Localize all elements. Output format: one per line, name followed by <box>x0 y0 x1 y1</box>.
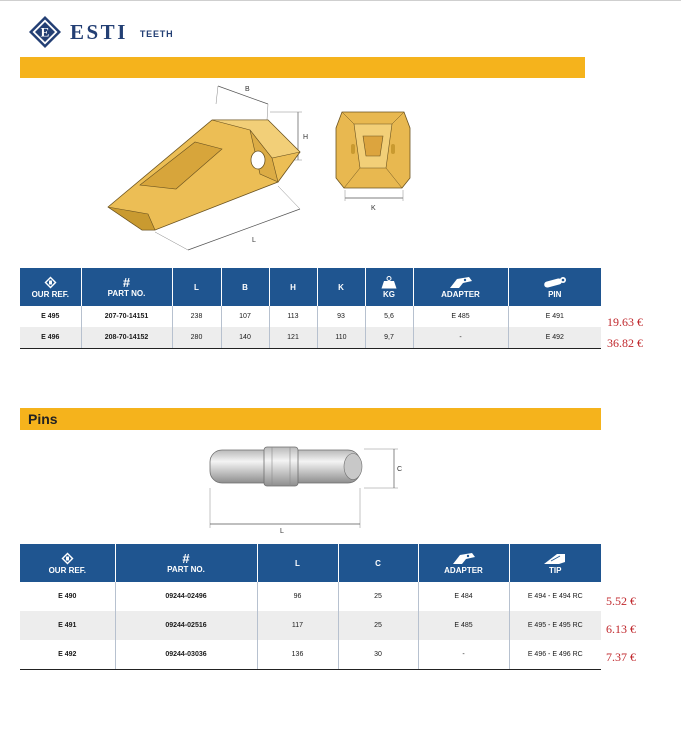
cell-our-ref: E 495 <box>20 306 81 327</box>
cell-part-no: 208-70-14152 <box>81 327 172 348</box>
adapter-icon <box>449 276 473 289</box>
hash-icon: # <box>182 550 190 566</box>
col-l: L <box>257 544 338 582</box>
adapter-icon <box>452 552 476 565</box>
svg-text:B: B <box>245 86 250 93</box>
table-row <box>20 611 601 640</box>
cell-l: 238 <box>172 306 221 327</box>
pins-band <box>20 408 601 430</box>
esti-logo-icon <box>44 276 57 289</box>
col-kg: KG <box>365 268 413 306</box>
cell-l: 96 <box>257 582 338 611</box>
cell-part-no: 207-70-14151 <box>81 306 172 327</box>
esti-logo-icon <box>61 552 74 565</box>
svg-text:H: H <box>303 134 309 141</box>
pins-table <box>20 544 601 670</box>
esti-logo-icon <box>28 15 62 49</box>
cell-tip: E 494 - E 494 RC <box>527 593 583 600</box>
cell-part-no: 09244-02516 <box>115 611 257 640</box>
teeth-table <box>20 268 601 349</box>
table-row <box>20 582 601 611</box>
cell-adapter: - <box>418 640 509 669</box>
col-pin: PIN <box>508 268 601 306</box>
cell-l: 280 <box>172 327 221 348</box>
tooth-front-drawing <box>330 100 420 220</box>
cell-our-ref: E 490 <box>20 582 115 611</box>
cell-pin: E 491 <box>545 313 564 320</box>
cell-b: 140 <box>221 327 269 348</box>
teeth-band <box>20 57 585 78</box>
col-our-ref: OUR REF. <box>20 268 81 306</box>
tooth-side-drawing <box>100 82 320 262</box>
price-label: 6.13 € <box>606 622 636 636</box>
cell-adapter: E 484 <box>418 582 509 611</box>
cell-h: 113 <box>269 306 317 327</box>
pin-icon <box>543 276 567 289</box>
cell-h: 121 <box>269 327 317 348</box>
svg-text:K: K <box>371 205 376 212</box>
svg-text:L: L <box>280 528 284 535</box>
svg-text:L: L <box>252 237 256 244</box>
cell-l: 136 <box>257 640 338 669</box>
col-adapter: ADAPTER <box>418 544 509 582</box>
svg-text:E: E <box>40 24 50 40</box>
cell-kg: 5,6 <box>365 306 413 327</box>
table-header-row <box>20 544 601 582</box>
table-row <box>20 327 601 348</box>
svg-text:C: C <box>397 466 403 473</box>
cell-part-no: 09244-02496 <box>115 582 257 611</box>
col-k: K <box>317 268 365 306</box>
top-rule <box>0 0 681 1</box>
col-part-no: # PART NO. <box>115 544 257 582</box>
cell-pin: E 492 <box>508 327 601 348</box>
cell-tip: E 496 - E 496 RC <box>509 640 601 669</box>
cell-c: 30 <box>338 640 418 669</box>
cell-kg: 9,7 <box>365 327 413 348</box>
cell-k: 110 <box>317 327 365 348</box>
cell-tip: E 495 - E 495 RC <box>509 611 601 640</box>
cell-k: 93 <box>317 306 365 327</box>
cell-c: 25 <box>338 582 418 611</box>
cell-our-ref: E 492 <box>20 640 115 669</box>
col-b: B <box>221 268 269 306</box>
col-l: L <box>172 268 221 306</box>
cell-our-ref: E 496 <box>20 327 81 348</box>
cell-adapter: E 485 <box>413 306 508 327</box>
price-label: 36.82 € <box>607 336 643 350</box>
col-c: C <box>338 544 418 582</box>
cell-adapter: E 485 <box>418 611 509 640</box>
col-adapter: ADAPTER <box>413 268 508 306</box>
col-part-no: # PART NO. <box>81 268 172 306</box>
tip-icon <box>543 552 567 565</box>
price-label: 7.37 € <box>606 650 636 664</box>
price-label: 5.52 € <box>606 594 636 608</box>
cell-adapter: - <box>413 327 508 348</box>
price-label: 19.63 € <box>607 315 643 329</box>
col-h: H <box>269 268 317 306</box>
table-row <box>20 306 601 327</box>
col-tip: TIP <box>509 544 601 582</box>
section-label: TEETH <box>139 29 174 39</box>
cell-l: 117 <box>257 611 338 640</box>
brand-header <box>28 14 173 50</box>
pins-section-title: Pins <box>28 411 58 427</box>
pin-drawing <box>200 438 410 538</box>
cell-our-ref: E 491 <box>20 611 115 640</box>
table-row <box>20 640 601 669</box>
table-header-row <box>20 268 601 306</box>
col-our-ref: OUR REF. <box>20 544 115 582</box>
brand-name: ESTI <box>70 19 128 44</box>
cell-b: 107 <box>221 306 269 327</box>
weight-icon <box>381 276 397 289</box>
cell-c: 25 <box>338 611 418 640</box>
cell-part-no: 09244-03036 <box>115 640 257 669</box>
hash-icon: # <box>122 274 131 290</box>
